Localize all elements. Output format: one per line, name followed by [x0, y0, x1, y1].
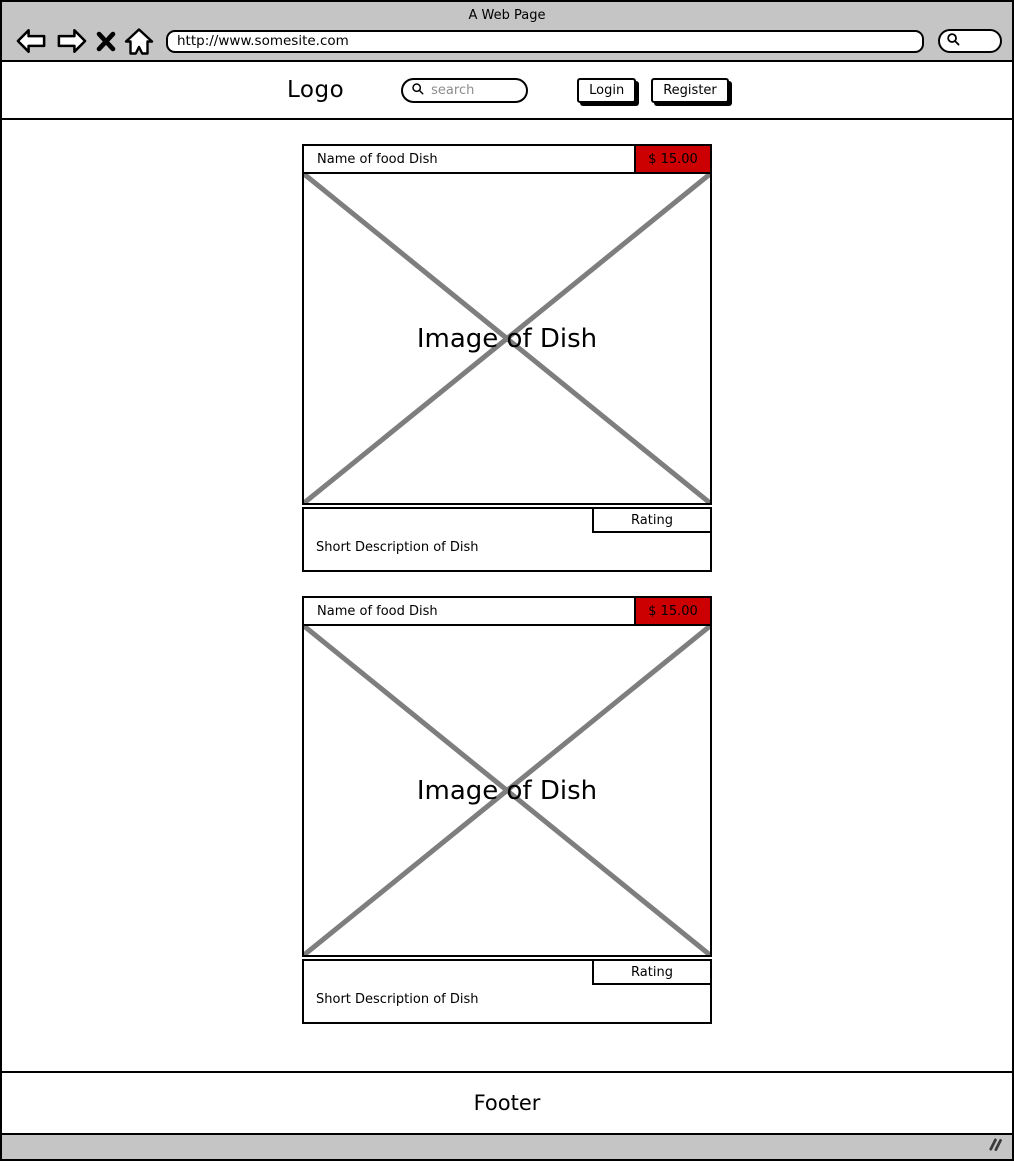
site-header	[2, 62, 1012, 120]
main-content	[2, 120, 1012, 1073]
rating-badge: Rating	[592, 959, 712, 985]
search-input[interactable]	[401, 78, 528, 103]
dish-card-titlebar	[302, 596, 712, 626]
dish-name: Name of food Dish	[317, 151, 438, 167]
price-badge: $ 15.00	[634, 146, 710, 172]
window-bottom-bar	[2, 1135, 1012, 1159]
dish-card	[302, 596, 712, 1024]
stop-icon[interactable]	[95, 29, 117, 53]
window-title: A Web Page	[468, 8, 546, 23]
search-icon	[411, 81, 425, 100]
dish-description: Short Description of Dish	[316, 992, 479, 1007]
home-icon[interactable]	[124, 27, 154, 56]
logo: Logo	[287, 77, 345, 103]
page-footer	[2, 1073, 1012, 1135]
forward-icon[interactable]	[55, 27, 88, 55]
dish-name: Name of food Dish	[317, 603, 438, 619]
browser-toolbar	[2, 26, 1012, 60]
dish-image-placeholder	[302, 624, 712, 957]
rating-badge: Rating	[592, 507, 712, 533]
resize-handle-icon[interactable]	[986, 1136, 1003, 1155]
dish-card-footer	[302, 507, 712, 572]
dish-description: Short Description of Dish	[316, 540, 479, 555]
url-text: http://www.somesite.com	[177, 33, 349, 49]
browser-search-box[interactable]	[938, 29, 1002, 53]
dish-image-placeholder	[302, 172, 712, 505]
dish-card	[302, 144, 712, 572]
back-icon[interactable]	[15, 27, 48, 55]
url-input[interactable]	[166, 30, 924, 53]
footer-label: Footer	[473, 1091, 541, 1115]
price-badge: $ 15.00	[634, 598, 710, 624]
search-icon	[946, 32, 961, 51]
search-placeholder: search	[431, 82, 475, 98]
dish-card-footer	[302, 959, 712, 1024]
login-button[interactable]: Login	[577, 78, 636, 103]
dish-card-titlebar	[302, 144, 712, 174]
browser-chrome	[2, 2, 1012, 62]
register-button[interactable]: Register	[651, 78, 729, 103]
image-placeholder-label: Image of Dish	[416, 323, 598, 354]
image-placeholder-label: Image of Dish	[416, 775, 598, 806]
